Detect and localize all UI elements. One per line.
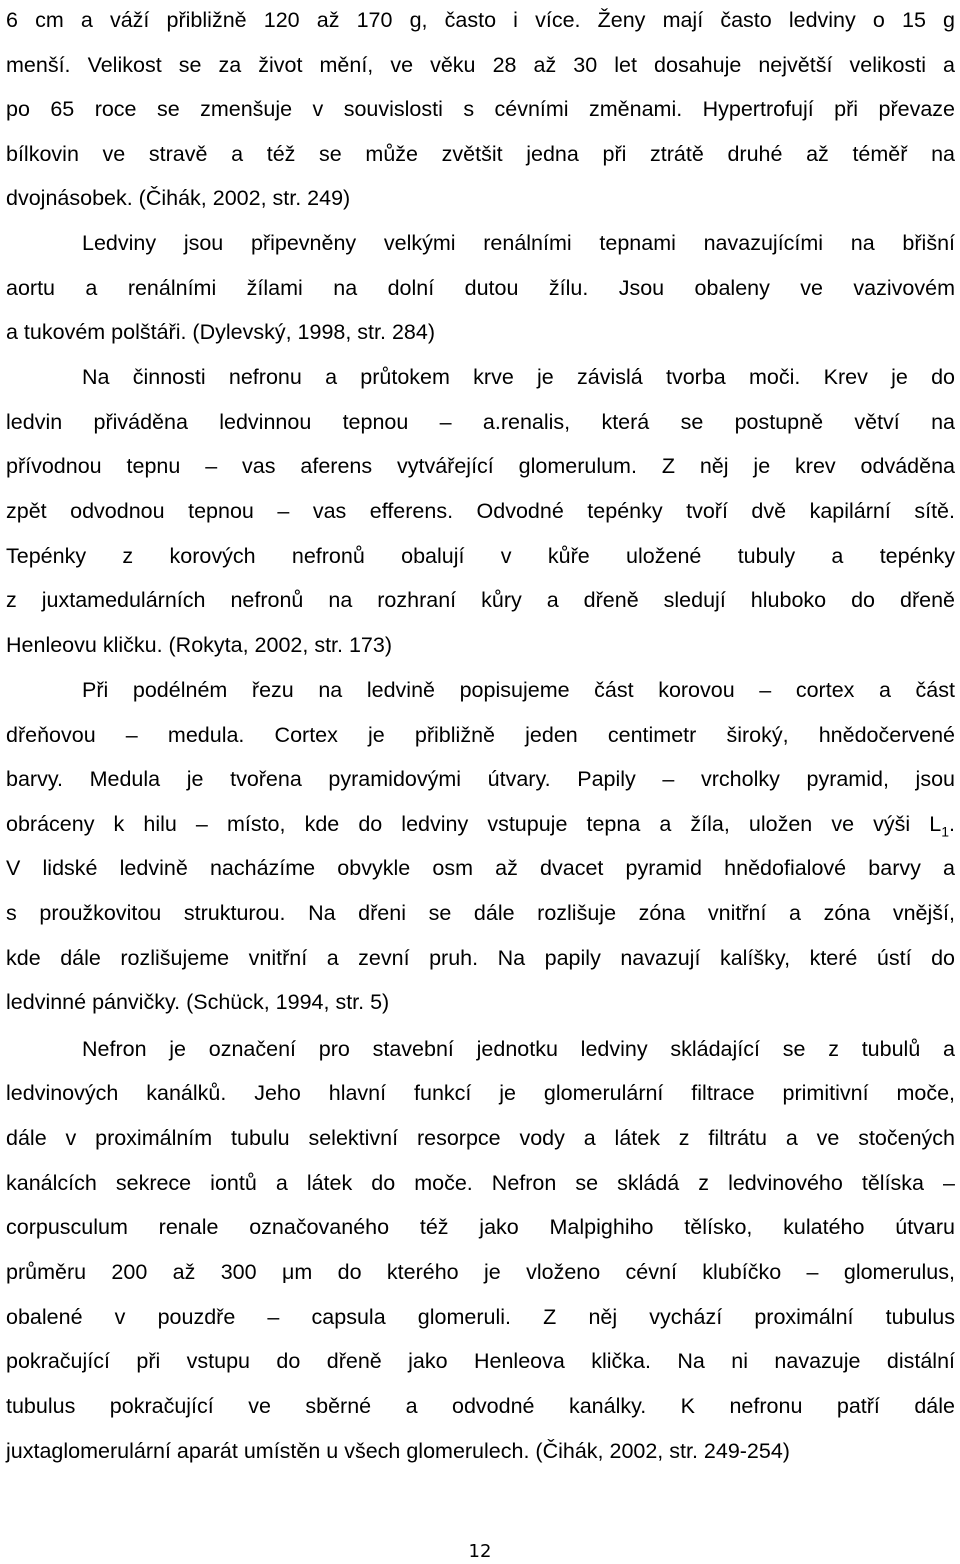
text-line: zpět odvodnou tepnou – vas efferens. Odvodné tepénky tvoří dvě kapilární sítě.	[6, 499, 955, 523]
text-line: a tukovém polštáři. (Dylevský, 1998, str. 284)	[6, 320, 435, 344]
text-line: Nefron je označení pro stavební jednotku ledviny skládající se z tubulů a	[82, 1037, 955, 1061]
text-line: po 65 roce se zmenšuje v souvislosti s cévními změnami. Hypertrofují při převaze	[6, 97, 955, 121]
text-line: Při podélném řezu na ledvině popisujeme část korovou – cortex a část	[82, 678, 955, 702]
text-line: ledvin přiváděna ledvinnou tepnou – a.renalis, která se postupně větví na	[6, 410, 955, 434]
text-line: ledvinových kanálků. Jeho hlavní funkcí je glomerulární filtrace primitivní moče,	[6, 1081, 955, 1105]
text-line: ledvinné pánvičky. (Schück, 1994, str. 5)	[6, 990, 390, 1014]
text-line: barvy. Medula je tvořena pyramidovými útvary. Papily – vrcholky pyramid, jsou	[6, 767, 955, 791]
text-line: dřeňovou – medula. Cortex je přibližně jeden centimetr široký, hnědočervené	[6, 723, 955, 747]
text-line: 6 cm a váží přibližně 120 až 170 g, často i více. Ženy mají často ledviny o 15 g	[6, 8, 955, 32]
text-line: aortu a renálními žílami na dolní dutou žílu. Jsou obaleny ve vazivovém	[6, 276, 955, 300]
text-line: pokračující při vstupu do dřeně jako Henleova klička. Na ni navazuje distální	[6, 1349, 955, 1373]
text-line: corpusculum renale označovaného též jako Malpighiho tělísko, kulatého útvaru	[6, 1215, 955, 1239]
text-line-main: obráceny k hilu – místo, kde do ledviny vstupuje tepna a žíla, uložen ve výši L	[6, 812, 942, 836]
text-line: Tepénky z korových nefronů obalují v kůře uložené tubuly a tepénky	[6, 544, 955, 568]
text-line: bílkovin ve stravě a též se může zvětšit jedna při ztrátě druhé až téměř na	[6, 142, 955, 166]
text-line: Ledviny jsou připevněny velkými renálními tepnami navazujícími na břišní	[82, 231, 955, 255]
text-line: kde dále rozlišujeme vnitřní a zevní pruh. Na papily navazují kalíšky, které ústí do	[6, 946, 955, 970]
subscript-l-index: 1	[941, 823, 950, 840]
text-line: tubulus pokračující ve sběrné a odvodné kanálky. K nefronu patří dále	[6, 1394, 955, 1418]
page-number: 12	[468, 1541, 492, 1562]
text-line: průměru 200 až 300 μm do kterého je vloženo cévní klubíčko – glomerulus,	[6, 1260, 955, 1284]
text-line: s proužkovitou strukturou. Na dřeni se dále rozlišuje zóna vnitřní a zóna vnější,	[6, 901, 955, 925]
text-line: juxtaglomerulární aparát umístěn u všech glomerulech. (Čihák, 2002, str. 249-254)	[6, 1439, 790, 1463]
text-line: přívodnou tepnu – vas aferens vytvářející glomerulum. Z něj je krev odváděna	[6, 454, 955, 478]
text-line: dvojnásobek. (Čihák, 2002, str. 249)	[6, 186, 351, 210]
text-line: Na činnosti nefronu a průtokem krve je závislá tvorba moči. Krev je do	[82, 365, 955, 389]
text-line: Henleovu kličku. (Rokyta, 2002, str. 173)	[6, 633, 392, 657]
text-line: z juxtamedulárních nefronů na rozhraní kůry a dřeně sledují hluboko do dřeně	[6, 588, 955, 612]
text-line-with-subscript	[6, 809, 955, 846]
text-line: kanálcích sekrece iontů a látek do moče. Nefron se skládá z ledvinového tělíska –	[6, 1171, 955, 1195]
subscript-l-suffix: .	[949, 812, 955, 836]
text-line: obalené v pouzdře – capsula glomeruli. Z něj vychází proximální tubulus	[6, 1305, 955, 1329]
text-line: dále v proximálním tubulu selektivní resorpce vody a látek z filtrátu a ve stočených	[6, 1126, 955, 1150]
text-line: V lidské ledvině nacházíme obvykle osm až dvacet pyramid hnědofialové barvy a	[6, 856, 955, 880]
text-line: menší. Velikost se za život mění, ve věku 28 až 30 let dosahuje největší velikosti a	[6, 53, 955, 77]
